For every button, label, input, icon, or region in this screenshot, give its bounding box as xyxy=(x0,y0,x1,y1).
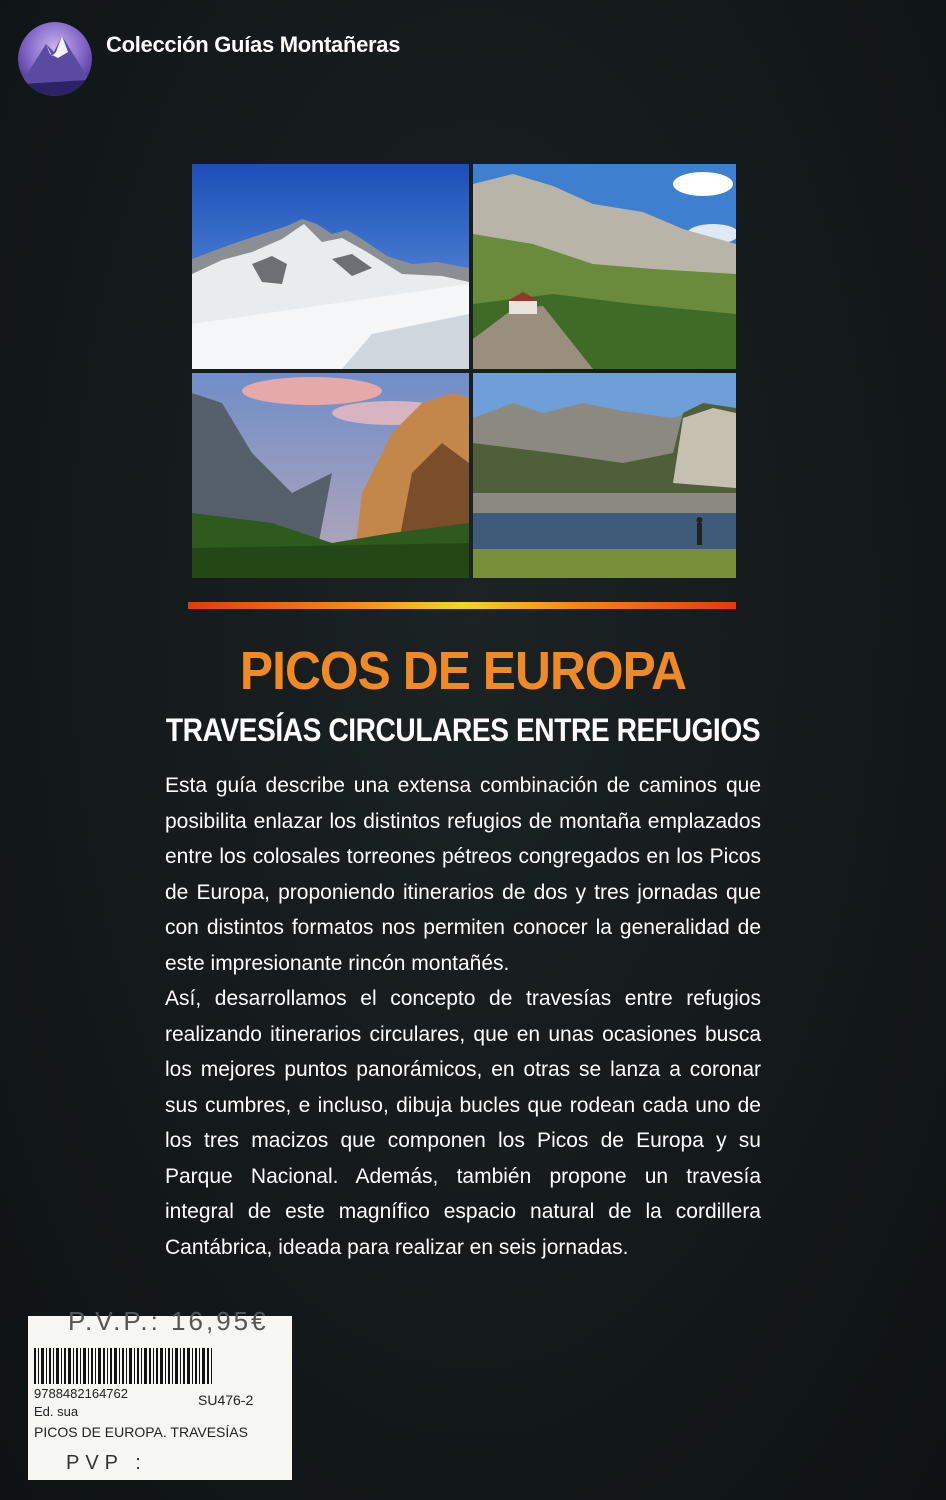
description-paragraph-1: Esta guía describe una extensa combinación de caminos que posibilita enlazar los distintos refugios de montaña emplazados entre los colosales torreones pétreos congregados en los Picos de Europa, proponiendo itinerarios de dos y tres jornadas que con distintos formatos nos permiten conocer la generalidad de este impresionante rincón montañés. xyxy=(165,774,761,975)
gradient-divider xyxy=(188,602,736,609)
barcode xyxy=(34,1348,234,1389)
price-sticker xyxy=(28,1306,292,1480)
sticker-code: SU476-2 xyxy=(198,1392,254,1408)
gorge-sunset-photo xyxy=(192,373,469,578)
snowy-peaks-photo xyxy=(192,164,469,369)
lake-hiker-photo xyxy=(473,373,736,578)
mountain-logo-icon xyxy=(18,22,92,96)
publisher: Ed. sua xyxy=(34,1404,79,1419)
sticker-pvp: PVP : xyxy=(66,1452,147,1474)
book-subtitle: TRAVESÍAS CIRCULARES ENTRE REFUGIOS xyxy=(165,712,761,748)
description xyxy=(165,768,761,1265)
description-paragraph-2: Así, desarrollamos el concepto de travesías entre refugios realizando itinerarios circulares, que en unas ocasiones busca los mejores puntos panorámicos, en otras se lanza a coronar sus cumbres, e incluso, dibuja bucles que rodean cada uno de los tres macizos que componen los Picos de Europa y su Parque Nacional. Además, también propone un travesía integral de este magnífico espacio natural de la cordillera Cantábrica, ideada para realizar en seis jornadas. xyxy=(165,987,761,1259)
photo-grid xyxy=(192,164,736,578)
valley-path-photo xyxy=(473,164,736,369)
book-title: PICOS DE EUROPA xyxy=(239,641,687,701)
sticker-title: PICOS DE EUROPA. TRAVESÍAS xyxy=(34,1424,248,1440)
sticker-price-top: P.V.P.: 16,95€ xyxy=(68,1306,269,1336)
isbn-number: 9788482164762 xyxy=(34,1386,128,1401)
collection-name: Colección Guías Montañeras xyxy=(106,32,401,57)
barcode-image xyxy=(34,1348,234,1384)
